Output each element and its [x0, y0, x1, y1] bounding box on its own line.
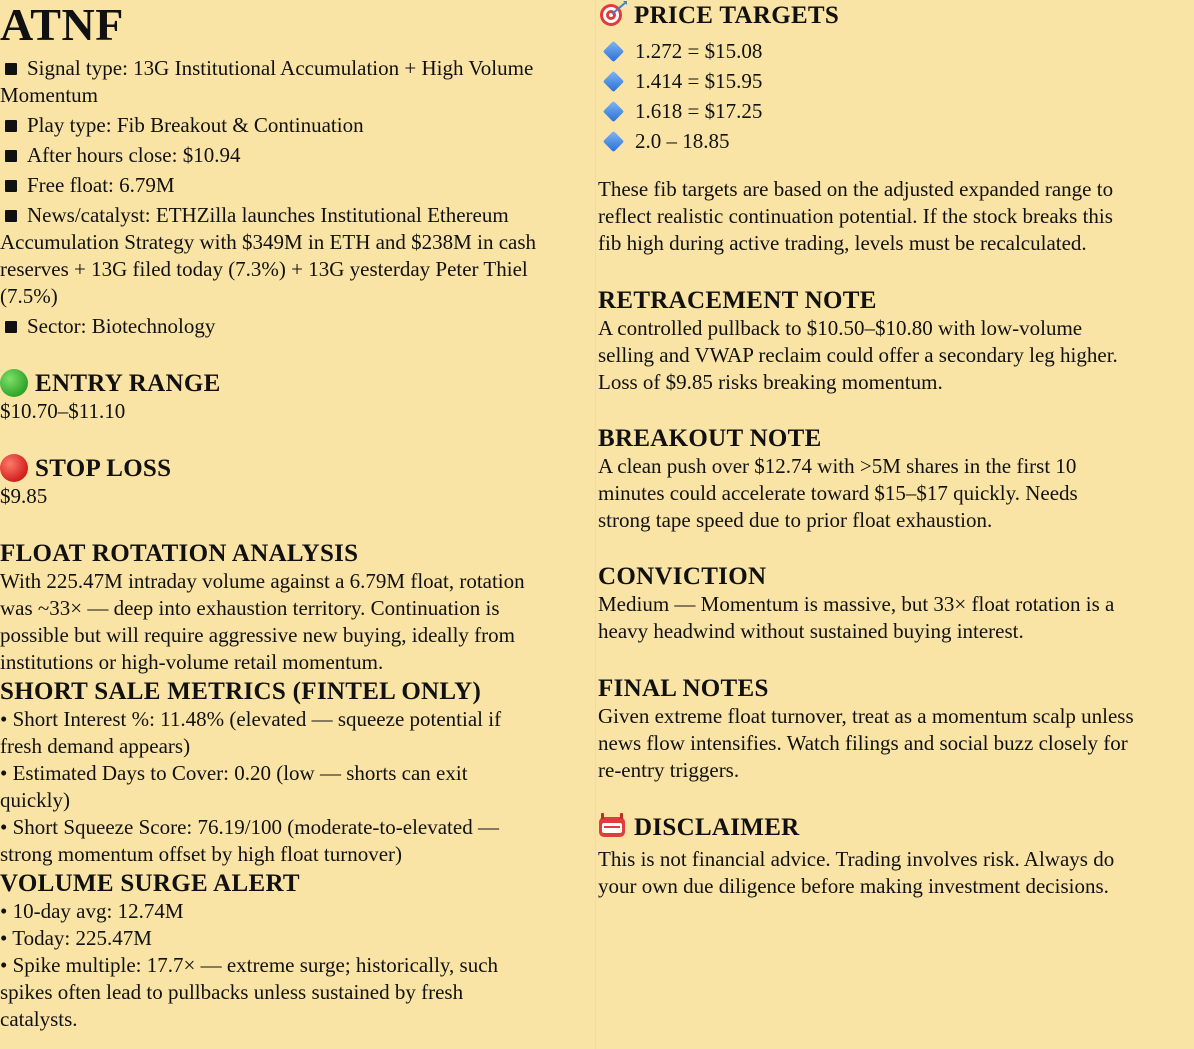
retracement-line: Loss of $9.85 risks breaking momentum. — [598, 370, 943, 394]
info-news-line: Accumulation Strategy with $349M in ETH and $238M in cash — [0, 230, 537, 254]
price-targets-section — [598, 1, 839, 156]
short-sale-line: • Short Squeeze Score: 76.19/100 (moderate-to-elevated — — [0, 815, 499, 839]
fib-note-line: These fib targets are based on the adjusted expanded range to — [598, 177, 1114, 201]
fib-note-line: fib high during active trading, levels must be recalculated. — [598, 231, 1087, 255]
bullet-square-icon — [5, 63, 17, 75]
green-circle-icon — [0, 369, 28, 397]
final-notes-section — [598, 675, 1134, 784]
column-divider — [595, 0, 596, 1049]
breakout-line: A clean push over $12.74 with >5M shares in the first 10 — [598, 454, 1077, 478]
float-rotation-line: was ~33× — deep into exhaustion territory. Continuation is — [0, 596, 500, 620]
short-sale-line: • Estimated Days to Cover: 0.20 (low — shorts can exit — [0, 761, 468, 785]
price-targets-list — [598, 36, 839, 156]
price-targets-heading: PRICE TARGETS — [598, 1, 839, 34]
fib-note-line: reflect realistic continuation potential. If the stock breaks this — [598, 204, 1113, 228]
volume-surge-line: • Spike multiple: 17.7× — extreme surge; historically, such — [0, 953, 499, 977]
final-notes-line: re-entry triggers. — [598, 758, 740, 782]
entry-range-heading: ENTRY RANGE — [0, 369, 221, 398]
disclaimer-line: your own due diligence before making investment decisions. — [598, 874, 1109, 898]
retracement-section — [598, 287, 1118, 396]
blue-diamond-icon — [603, 71, 624, 92]
info-list — [0, 55, 536, 340]
float-rotation-line: With 225.47M intraday volume against a 6.79M float, rotation — [0, 569, 525, 593]
fib-note — [598, 176, 1113, 257]
short-sale-section — [0, 678, 501, 868]
volume-surge-line: • Today: 225.47M — [0, 926, 152, 950]
bullet-square-icon — [5, 120, 17, 132]
conviction-line: Medium — Momentum is massive, but 33× float rotation is a — [598, 592, 1115, 616]
volume-surge-section — [0, 870, 498, 1033]
ticker-title: ATNF — [0, 0, 124, 50]
disclaimer-section — [598, 813, 1114, 900]
warning-sign-icon — [598, 813, 626, 846]
price-target-item: 1.272 = $15.08 — [598, 36, 839, 66]
volume-surge-line: • 10-day avg: 12.74M — [0, 899, 184, 923]
short-sale-heading: SHORT SALE METRICS (FINTEL ONLY) — [0, 678, 482, 705]
bullseye-icon — [598, 1, 628, 34]
red-circle-icon — [0, 454, 28, 482]
price-target-item: 1.618 = $17.25 — [598, 96, 839, 126]
conviction-line: heavy headwind without sustained buying interest. — [598, 619, 1024, 643]
info-signal-type: Signal type: 13G Institutional Accumulation + High Volume — [0, 55, 536, 82]
retracement-heading: RETRACEMENT NOTE — [598, 287, 877, 314]
short-sale-line: • Short Interest %: 11.48% (elevated — squeeze potential if — [0, 707, 502, 731]
info-signal-type-cont: Momentum — [0, 83, 98, 107]
blue-diamond-icon — [603, 101, 624, 122]
breakout-line: strong tape speed due to prior float exhaustion. — [598, 508, 993, 532]
final-notes-line: news flow intensifies. Watch filings and social buzz closely for — [598, 731, 1128, 755]
blue-diamond-icon — [603, 131, 624, 152]
retracement-line: A controlled pullback to $10.50–$10.80 with low-volume — [598, 316, 1083, 340]
short-sale-line: quickly) — [0, 788, 70, 812]
entry-range-value: $10.70–$11.10 — [0, 399, 126, 423]
float-rotation-line: institutions or high-volume retail momentum. — [0, 650, 384, 674]
retracement-line: selling and VWAP reclaim could offer a secondary leg higher. — [598, 343, 1118, 367]
bullet-square-icon — [5, 180, 17, 192]
bullet-square-icon — [5, 210, 17, 222]
entry-range-section — [0, 369, 221, 425]
breakout-line: minutes could accelerate toward $15–$17 quickly. Needs — [598, 481, 1078, 505]
breakout-heading: BREAKOUT NOTE — [598, 425, 822, 452]
conviction-heading: CONVICTION — [598, 563, 767, 590]
breakout-section — [598, 425, 1078, 534]
disclaimer-heading: DISCLAIMER — [598, 813, 1114, 846]
info-free-float: Free float: 6.79M — [0, 172, 536, 199]
float-rotation-section — [0, 540, 525, 676]
final-notes-line: Given extreme float turnover, treat as a momentum scalp unless — [598, 704, 1134, 728]
bullet-square-icon — [5, 321, 17, 333]
info-news: News/catalyst: ETHZilla launches Institutional Ethereum — [0, 202, 536, 229]
short-sale-line: fresh demand appears) — [0, 734, 191, 758]
volume-surge-line: spikes often lead to pullbacks unless sustained by fresh — [0, 980, 464, 1004]
info-sector: Sector: Biotechnology — [0, 313, 536, 340]
short-sale-line: strong momentum offset by high float turnover) — [0, 842, 403, 866]
info-play-type: Play type: Fib Breakout & Continuation — [0, 112, 536, 139]
conviction-section — [598, 563, 1114, 645]
blue-diamond-icon — [603, 41, 624, 62]
final-notes-heading: FINAL NOTES — [598, 675, 769, 702]
bullet-square-icon — [5, 150, 17, 162]
volume-surge-heading: VOLUME SURGE ALERT — [0, 870, 300, 897]
float-rotation-heading: FLOAT ROTATION ANALYSIS — [0, 540, 359, 567]
disclaimer-line: This is not financial advice. Trading involves risk. Always do — [598, 847, 1115, 871]
price-target-item: 2.0 – 18.85 — [598, 126, 839, 156]
stop-loss-heading: STOP LOSS — [0, 454, 171, 483]
info-news-line: (7.5%) — [0, 284, 58, 308]
price-target-item: 1.414 = $15.95 — [598, 66, 839, 96]
float-rotation-line: possible but will require aggressive new buying, ideally from — [0, 623, 515, 647]
volume-surge-line: catalysts. — [0, 1007, 78, 1031]
stop-loss-value: $9.85 — [0, 484, 48, 508]
info-after-hours: After hours close: $10.94 — [0, 142, 536, 169]
stop-loss-section — [0, 454, 171, 510]
info-news-line: reserves + 13G filed today (7.3%) + 13G yesterday Peter Thiel — [0, 257, 528, 281]
